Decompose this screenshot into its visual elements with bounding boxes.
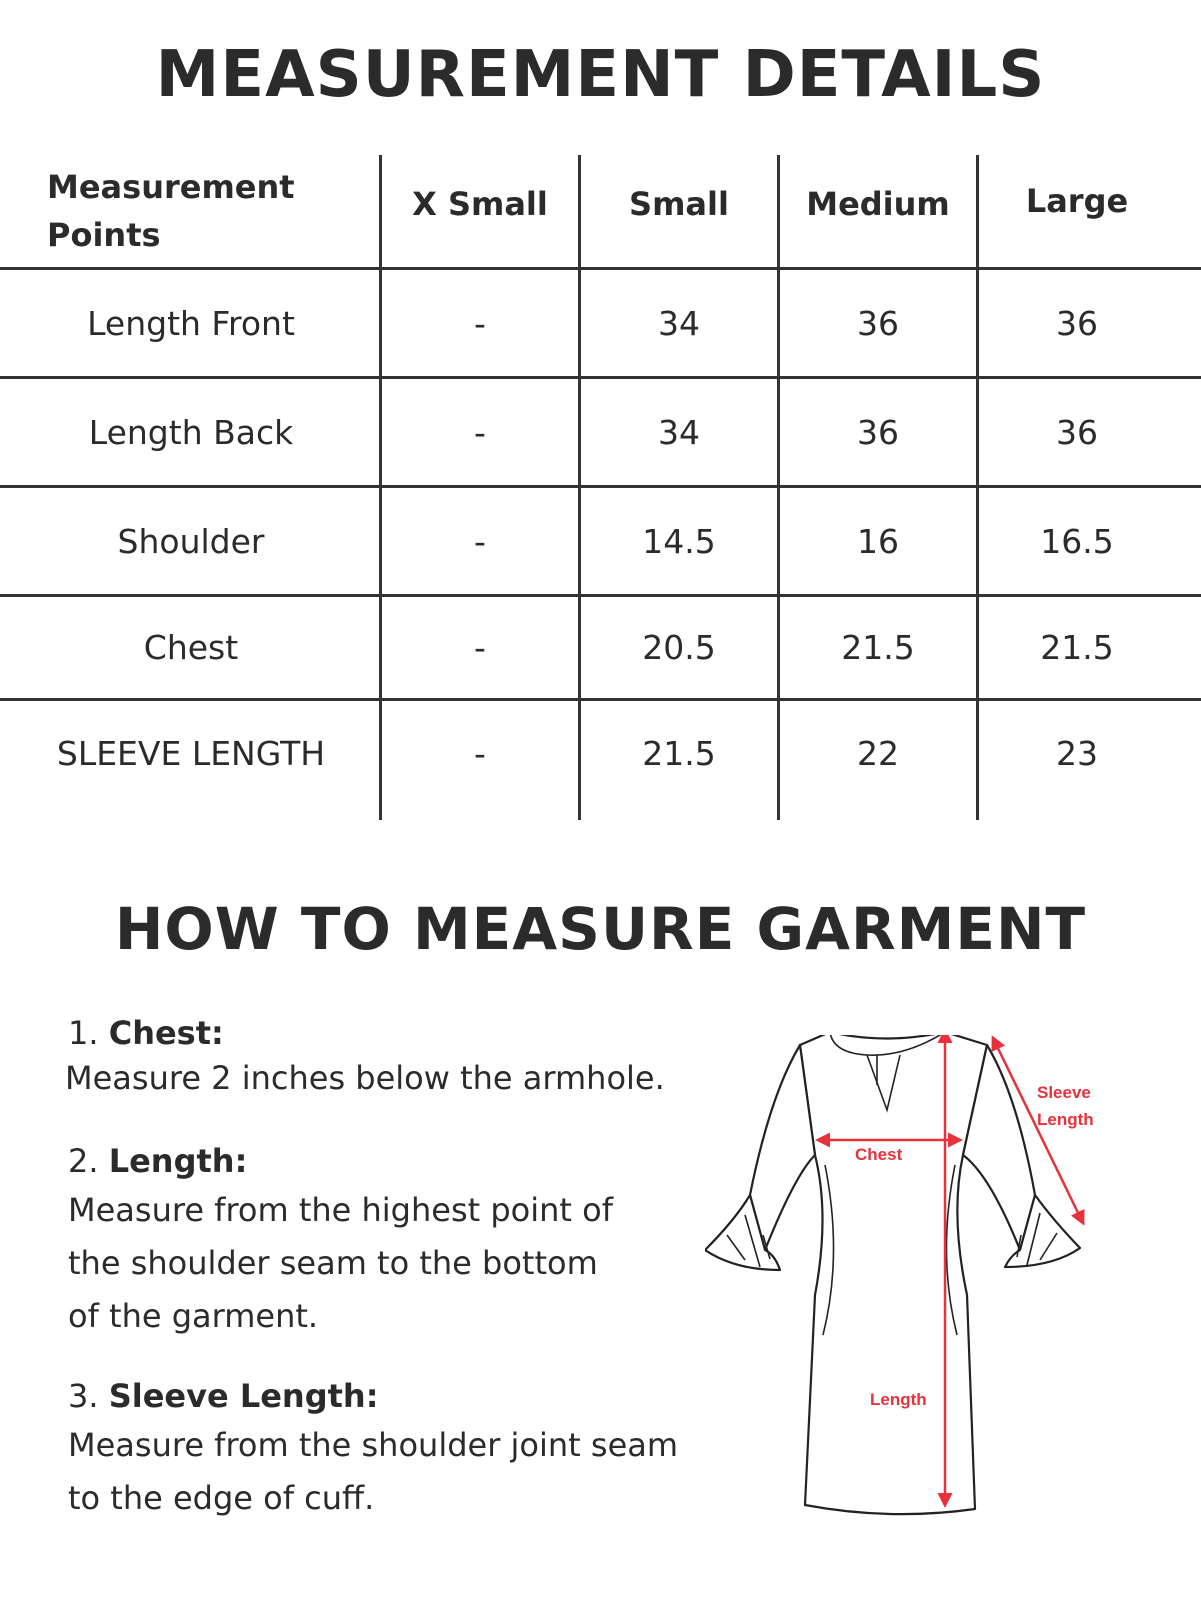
step-text: the shoulder seam to the bottom (68, 1244, 598, 1282)
header-line: Points (47, 216, 161, 254)
dress-outline (705, 1035, 1080, 1514)
section-title: HOW TO MEASURE GARMENT (114, 895, 1087, 963)
table-cell: 34 (658, 303, 700, 343)
step-text: Measure from the highest point of (68, 1191, 613, 1229)
table-cell: 21.5 (642, 734, 716, 773)
step-text: Measure from the shoulder joint seam (68, 1426, 679, 1464)
table-cell: - (474, 412, 486, 452)
table-cell: 16 (857, 521, 899, 561)
table-cell: 36 (857, 303, 899, 343)
table-cell: 21.5 (841, 628, 915, 667)
table-cell: - (474, 734, 486, 773)
step-number: 3. (68, 1377, 99, 1415)
step-name: Chest: (108, 1014, 224, 1052)
length-label: Length (870, 1390, 927, 1409)
table-cell: 20.5 (642, 628, 716, 667)
table-cell: 21.5 (1040, 628, 1114, 667)
table-cell: - (474, 628, 486, 667)
header-line: Measurement (47, 168, 295, 206)
header-measurement-points (0, 155, 377, 267)
table-cell: - (474, 303, 486, 343)
table-cell: 34 (658, 412, 700, 452)
step-heading (68, 1369, 378, 1423)
row-label: Length Front (87, 303, 295, 343)
sleeve-label-line2: Length (1037, 1110, 1094, 1129)
table-cell: 14.5 (642, 521, 716, 561)
header-medium: Medium (806, 185, 950, 223)
chest-label: Chest (855, 1145, 903, 1164)
header-large: Large (1025, 182, 1129, 220)
step-name: Sleeve Length: (108, 1377, 379, 1415)
step-text: Measure 2 inches below the armhole. (65, 1059, 665, 1097)
table-cell: 36 (857, 412, 899, 452)
row-label: Length Back (88, 412, 294, 452)
table-cell: 22 (857, 734, 899, 773)
table-cell: 36 (1056, 303, 1098, 343)
page-title: MEASUREMENT DETAILS (155, 38, 1046, 112)
header-x-small: X Small (412, 185, 548, 223)
table-cell: 36 (1056, 412, 1098, 452)
step-number: 1. (68, 1014, 99, 1052)
header-small: Small (629, 185, 729, 223)
table-cell: 23 (1056, 734, 1098, 773)
row-label: SLEEVE LENGTH (56, 734, 326, 773)
table-cell: - (474, 521, 486, 561)
table-cell: 16.5 (1040, 521, 1114, 561)
row-label: Shoulder (117, 521, 265, 561)
row-label: Chest (143, 628, 239, 667)
step-text: of the garment. (68, 1297, 319, 1335)
step-name: Length: (108, 1142, 248, 1180)
step-number: 2. (68, 1142, 99, 1180)
garment-diagram (705, 1035, 1125, 1555)
step-text: to the edge of cuff. (68, 1479, 375, 1517)
step-heading (68, 1134, 247, 1188)
sleeve-label-line1: Sleeve (1037, 1083, 1091, 1102)
measurement-table (0, 155, 1201, 820)
